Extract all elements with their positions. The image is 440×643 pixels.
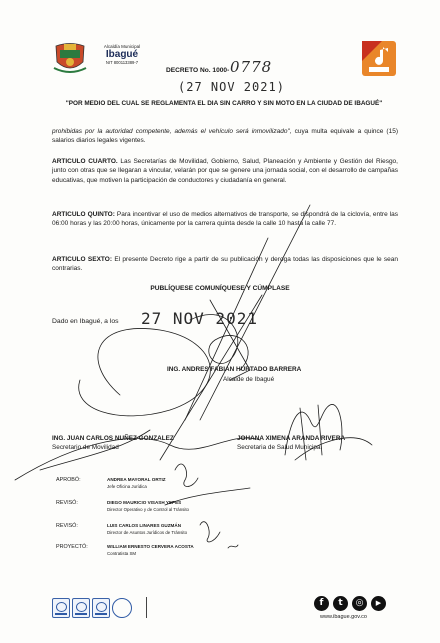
review-title: Director de Asuntos Jurídicos de Tránsito	[107, 530, 188, 535]
article-fourth-text: Las Secretarías de Movilidad, Gobierno, Salud, Planeación y Ambiente y Gestión del Riesgo, junto con otras que se llegaran a vincular, velarán por que se genere una jornada social, con el desarrollo de campañas educativas, que motiven la participación de conductores y ciudadanía en general.	[52, 158, 398, 184]
city-coat-of-arms-logo	[52, 40, 88, 76]
review-name: WILLIAM ERNESTO CERVERA ACOSTA	[107, 544, 194, 549]
review-name: DIEGO MAURICIO VISASH YEPES	[107, 500, 182, 505]
instagram-icon[interactable]: ◎	[352, 596, 367, 611]
health-secretary-role: Secretaria de Salud Municipal	[237, 444, 322, 451]
website-link[interactable]: www.ibague.gov.co	[320, 614, 367, 620]
article-sixth	[52, 255, 398, 274]
review-role: APROBÓ:	[56, 477, 81, 483]
mayor-name: ING. ANDRES FABIAN HURTADO BARRERA	[167, 366, 302, 373]
health-secretary-name: JOHANA XIMENA ARANDA RIVERA	[237, 435, 346, 442]
date-stamp-bottom: 27 NOV 2021	[141, 309, 258, 328]
twitter-icon[interactable]: t	[333, 596, 348, 611]
mobility-secretary-name: ING. JUAN CARLOS NUÑEZ GONZALEZ	[52, 435, 174, 442]
review-title: Contratista SM	[107, 551, 137, 556]
review-name: LUIS CARLOS LINARES GUZMÁN	[107, 523, 182, 528]
decree-number: 0778	[230, 58, 273, 76]
review-role: REVISÓ:	[56, 500, 78, 506]
review-role: PROYECTÓ:	[56, 544, 88, 550]
publish-statement: PUBLÍQUESE COMUNÍQUESE Y CÚMPLASE	[150, 285, 290, 292]
review-role: REVISÓ:	[56, 523, 78, 529]
youtube-icon[interactable]: ▶	[371, 596, 386, 611]
certification-badge-icon	[52, 598, 70, 618]
paragraph-continuation-italic: prohibidas por la autoridad competente, además el vehículo será inmovilizado",	[52, 128, 292, 135]
article-fifth-label: ARTICULO QUINTO:	[52, 211, 115, 218]
certification-round-icon	[112, 598, 132, 618]
article-fifth-text: Para incentivar el uso de medios alternativos de transporte, se dispondrá de la ciclovía, entre las 06:00 horas y las 20:00 horas, únicamente por la carrera quinta desde la calle 10 hasta la calle 77.	[52, 211, 398, 228]
city-brand-block	[92, 44, 152, 65]
dated-label: Dado en Ibagué, a los	[52, 318, 119, 325]
paragraph-continuation	[52, 127, 398, 146]
review-title: Director Operativo y de Control al Tránsito	[107, 507, 189, 512]
certification-badge-icon	[92, 598, 110, 618]
review-name: ANDREA MAYORAL ORTIZ	[107, 477, 166, 482]
decree-label: DECRETO No. 1000-	[166, 67, 230, 74]
article-fourth	[52, 157, 398, 185]
music-city-logo	[362, 41, 396, 76]
footer-divider	[146, 597, 147, 618]
decree-title: "POR MEDIO DEL CUAL SE REGLAMENTA EL DIA SIN CARRO Y SIN MOTO EN LA CIUDAD DE IBAGUÉ"	[65, 100, 383, 107]
article-sixth-label: ARTICULO SEXTO:	[52, 256, 112, 263]
brand-line-1: Alcaldía Municipal	[103, 44, 141, 49]
article-sixth-text: El presente Decreto rige a partir de su publicación y deroga todas las disposiciones que le sean contrarias.	[52, 256, 399, 273]
mayor-role: Alcalde de Ibagué	[223, 376, 275, 383]
brand-line-2: Ibagué	[105, 49, 139, 60]
certification-badge-icon	[72, 598, 90, 618]
paragraph-continuation-normal: cuya multa equivale a quince (15) salarios diarios legales vigentes.	[52, 128, 398, 145]
date-stamp-top: (27 NOV 2021)	[178, 80, 285, 94]
facebook-icon[interactable]: f	[314, 596, 329, 611]
article-fourth-label: ARTICULO CUARTO.	[52, 158, 118, 165]
review-title: Jefe Oficina Jurídica	[107, 484, 147, 489]
article-fifth	[52, 210, 398, 229]
mobility-secretary-role: Secretario de Movilidad	[52, 444, 119, 451]
brand-line-3: NIT 800113389-7	[105, 60, 139, 65]
